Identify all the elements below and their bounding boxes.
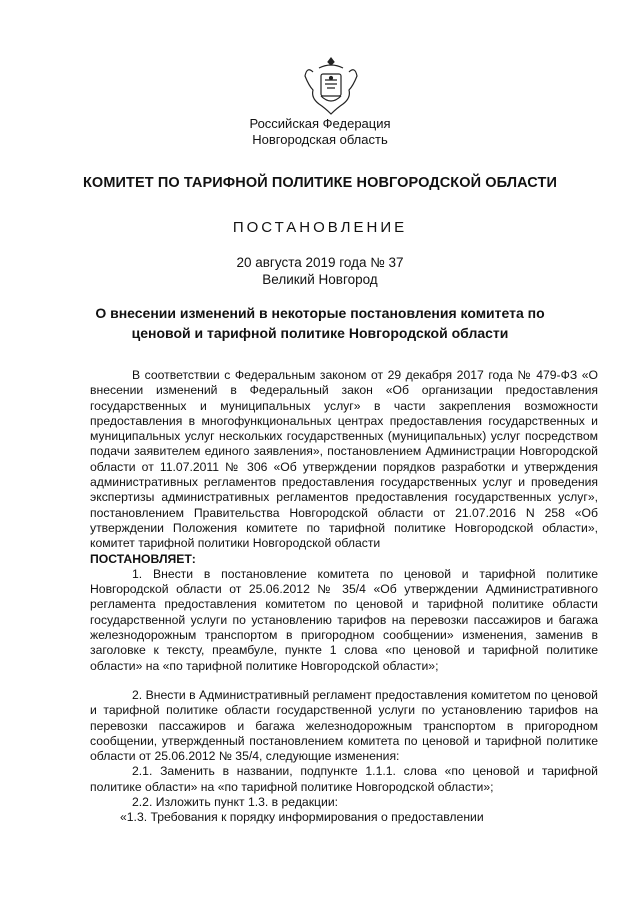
- city-name: Великий Новгород: [262, 272, 378, 287]
- committee-title: КОМИТЕТ ПО ТАРИФНОЙ ПОЛИТИКЕ НОВГОРОДСКОЙ ОБЛАСТИ: [82, 175, 557, 191]
- item-2-2-quote: «1.3. Требования к порядку информирования о предоставлении: [120, 810, 484, 825]
- region-name: Новгородская область: [252, 132, 388, 147]
- item-1-paragraph: 1. Внести в постановление комитета по ценовой и тарифной политике Новгородской области от 25.06.2012 № 35/4 «Об утверждении Административного регламента предоставления комитетом по ценовой и тарифной политике области государственной услуги по установлению тарифов на перевозки пассажиров и багажа железнодорожным транспортом в пригородном сообщении» изменения, заменив в заголовке к тексту, преамбуле, пункте 1 слова «по ценовой и тарифной политике области» на «по тарифной политике Новгородской области»;: [90, 566, 598, 673]
- document-body: [90, 368, 598, 826]
- item-2-1-paragraph: 2.1. Заменить в названии, подпункте 1.1.1. слова «по ценовой и тарифной политике области» на «по тарифной политике Новгородской области»;: [90, 764, 598, 794]
- item-2-2-paragraph: 2.2. Изложить пункт 1.3. в редакции:: [132, 795, 339, 810]
- coat-of-arms-icon: [303, 54, 359, 118]
- item-2-paragraph: 2. Внести в Административный регламент предоставления комитетом по ценовой и тарифной политике области государственной услуги по установлению тарифов на перевозки пассажиров и багажа железнодорожным транспортом в пригородном сообщении, утвержденный постановлением комитета по ценовой и тарифной политике области от 25.06.2012 № 35/4, следующие изменения:: [90, 687, 598, 764]
- date-block: [0, 254, 640, 288]
- resolves-heading: ПОСТАНОВЛЯЕТ:: [90, 551, 196, 566]
- header-country-block: [0, 116, 640, 148]
- document-type: ПОСТАНОВЛЕНИЕ: [232, 219, 408, 236]
- date-number: 20 августа 2019 года № 37: [236, 255, 404, 270]
- document-subject: О внесении изменений в некоторые постановления комитета по ценовой и тарифной политике Новгородской области: [95, 305, 545, 341]
- preamble-paragraph: В соответствии с Федеральным законом от 29 декабря 2017 года № 479-ФЗ «О внесении изменений в Федеральный закон «Об организации предоставления государственных и муниципальных услуг» в части закрепления возможности предоставления в многофункциональных центрах предоставления государственных и муниципальных услуг нескольких государственных (муниципальных) услуг посредством подачи заявителем единого заявления», постановлением Администрации Новгородской области от 11.07.2011 № 306 «Об утверждении порядков разработки и утверждения административных регламентов предоставления государственных услуг и проведения экспертизы административных регламентов предоставления государственных услуг», постановлением Правительства Новгородской области от 21.07.2016 N 258 «Об утверждении Положения комитете по тарифной политике Новгородской области», комитет тарифной политики Новгородской области: [90, 368, 598, 551]
- country-name: Российская Федерация: [249, 116, 391, 131]
